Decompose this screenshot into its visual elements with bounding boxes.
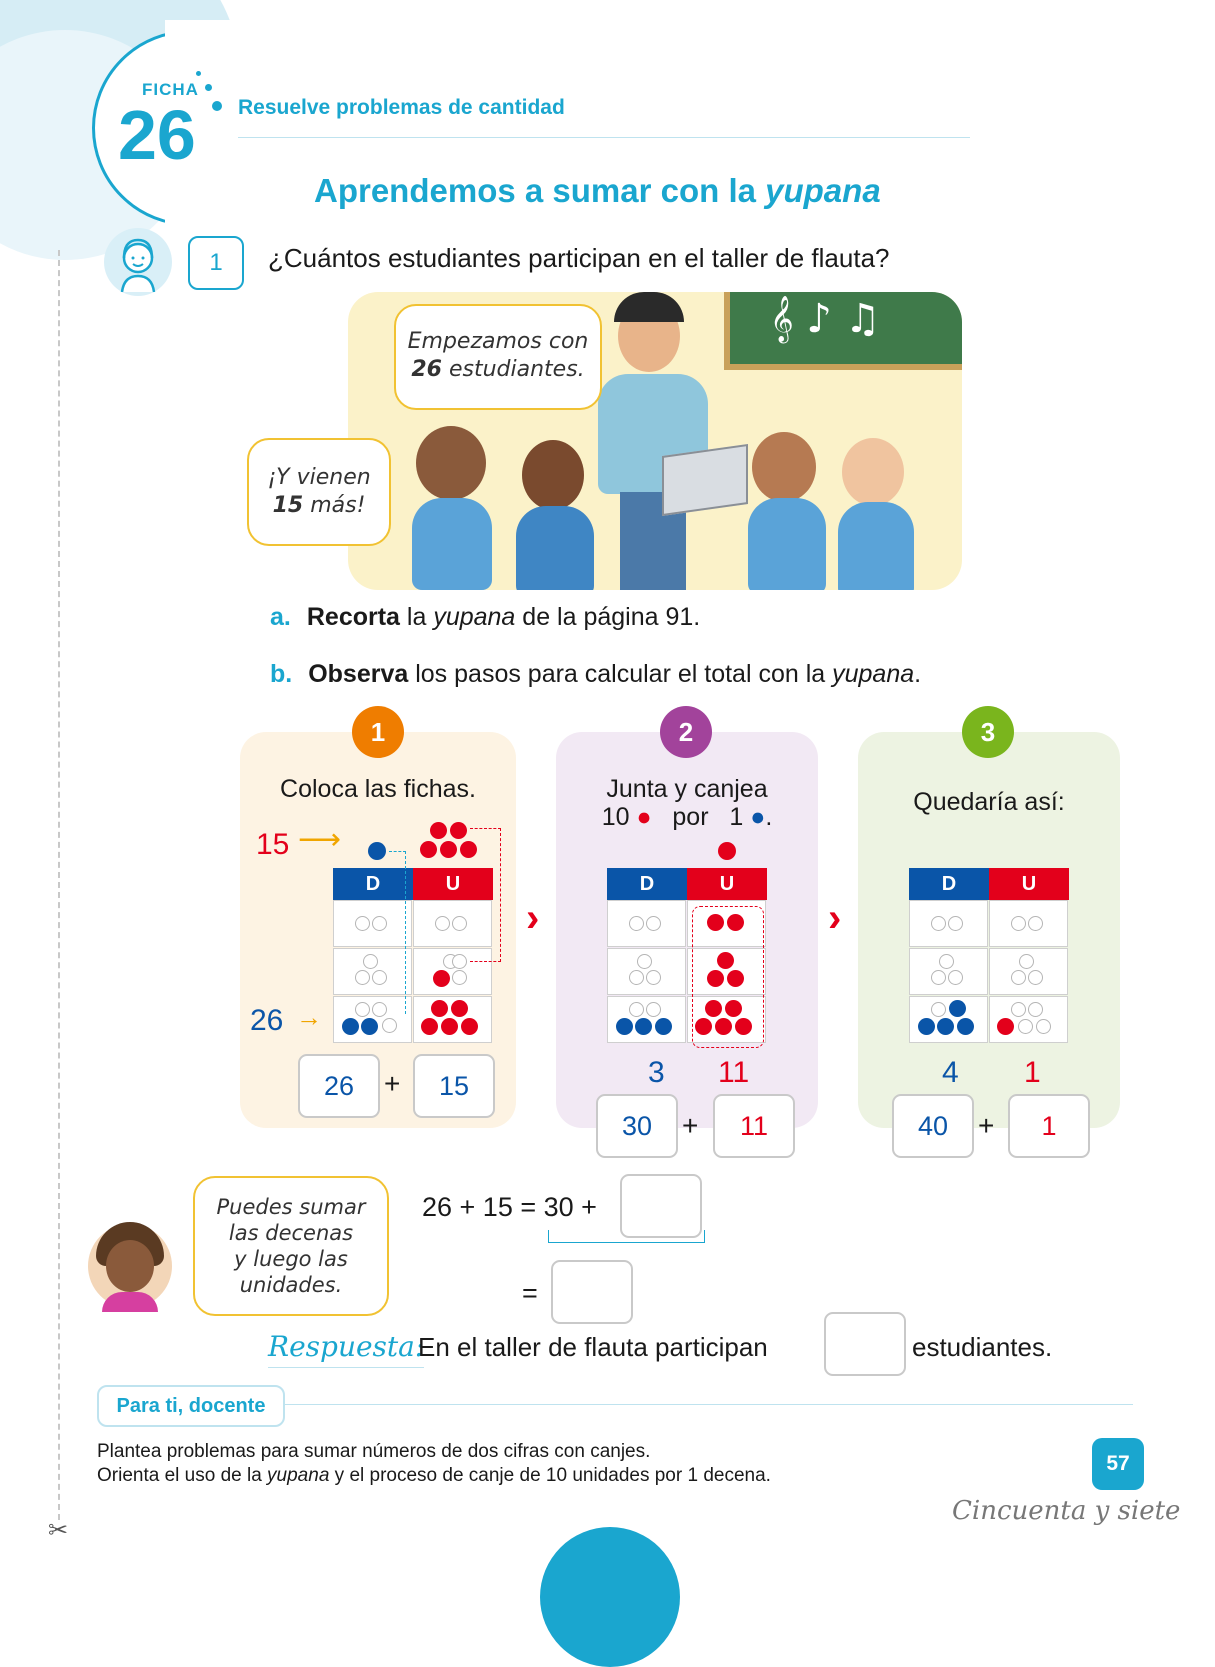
yupana-header-u: U [989, 868, 1069, 900]
sum-box: 1 [1008, 1094, 1090, 1158]
red-chip [430, 822, 447, 839]
music-notes-icon: 𝄞 ♪ ♫ [770, 296, 881, 342]
yupana-header-u: U [687, 868, 767, 900]
tens-value: 3 [648, 1056, 665, 1089]
decor-dot [205, 84, 212, 91]
blue-chip [368, 842, 386, 860]
teacher-note-text: Plantea problemas para sumar números de dos cifras con canjes. Orienta el uso de la yupana y el proceso de canje de 10 unidades por 1 decena. [97, 1441, 771, 1486]
yupana-step-1 [333, 868, 493, 1044]
teacher-note-divider [283, 1404, 1133, 1405]
yupana-header-d: D [909, 868, 989, 900]
sum-box: 15 [413, 1054, 495, 1118]
student-speech-bubble: ¡Y vienen 15 más! [247, 438, 391, 546]
step-1-title: Coloca las fichas. [280, 775, 476, 803]
grouping-bracket [548, 1230, 705, 1243]
sum-box: 11 [713, 1094, 795, 1158]
answer-box-students[interactable] [824, 1312, 906, 1376]
tens-value: 4 [942, 1056, 959, 1089]
units-value: 1 [1024, 1056, 1041, 1089]
instruction-b: b. Observa los pasos para calcular el total con la yupana. [270, 660, 922, 688]
decor-dot [212, 101, 222, 111]
music-stand [662, 444, 748, 516]
page-title: Aprendemos a sumar con la yupana [314, 172, 881, 209]
page-number-words: Cincuenta y siete [952, 1496, 1181, 1526]
chevron-right-icon: › [526, 896, 540, 940]
footer-decoration [540, 1527, 680, 1667]
cut-line [58, 250, 60, 1520]
sum-box: 26 [298, 1054, 380, 1118]
units-value: 11 [718, 1056, 750, 1089]
step-3-title: Quedaría así: [913, 788, 1065, 816]
arrow-right-icon: ⟶ [298, 823, 342, 856]
red-chip [718, 842, 736, 860]
section-title: Resuelve problemas de cantidad [238, 96, 565, 119]
yupana-header-d: D [607, 868, 687, 900]
sum-box: 30 [596, 1094, 678, 1158]
teacher-note-tag: Para ti, docente [97, 1385, 285, 1427]
step-2-badge: 2 [660, 706, 712, 758]
yupana-header-u: U [413, 868, 493, 900]
yupana-header-d: D [333, 868, 413, 900]
ficha-label: FICHA [142, 80, 199, 99]
label-twenty-six: 26 [250, 1004, 284, 1037]
chalkboard [724, 292, 962, 370]
hint-speech-bubble: Puedes sumar las decenas y luego las unidades. [193, 1176, 389, 1316]
yupana-step-3 [909, 868, 1069, 1044]
answer-box-total[interactable] [551, 1260, 633, 1324]
label-fifteen: 15 [256, 828, 290, 861]
plus-sign: + [682, 1110, 699, 1141]
header-divider [238, 137, 970, 138]
step-2-title: Junta y canjea 10 ● por 1 ●. [601, 775, 773, 831]
scissors-icon: ✂ [48, 1517, 69, 1544]
answer-box-units[interactable] [620, 1174, 702, 1238]
student-avatar-icon [104, 228, 172, 296]
red-chip [420, 841, 437, 858]
red-chip [440, 841, 457, 858]
plus-sign: + [978, 1110, 995, 1141]
arrow-right-icon: → [296, 1002, 322, 1032]
chevron-right-icon: › [828, 896, 842, 940]
decor-dot [196, 71, 201, 76]
red-chip [450, 822, 467, 839]
plus-sign: + [384, 1068, 401, 1099]
page-number: 57 [1092, 1438, 1144, 1490]
answer-text-end: estudiantes. [912, 1332, 1053, 1362]
ficha-number: 26 [118, 96, 196, 174]
answer-label: Respuesta: [268, 1330, 424, 1368]
move-arrow [470, 828, 501, 962]
student-avatar [88, 1224, 172, 1308]
instruction-a: a. Recorta la yupana de la página 91. [270, 603, 701, 631]
step-1-badge: 1 [352, 706, 404, 758]
equation-line: 26 + 15 = 30 + [422, 1192, 597, 1222]
equals-sign: = [522, 1278, 538, 1308]
step-3-badge: 3 [962, 706, 1014, 758]
answer-text: En el taller de flauta participan [418, 1332, 768, 1362]
move-arrow [389, 851, 406, 1014]
question-text: ¿Cuántos estudiantes participan en el taller de flauta? [268, 243, 890, 273]
yupana-step-2 [607, 868, 767, 1044]
question-number: 1 [188, 236, 244, 290]
sum-box: 40 [892, 1094, 974, 1158]
teacher-speech-bubble: Empezamos con 26 estudiantes. [394, 304, 602, 410]
